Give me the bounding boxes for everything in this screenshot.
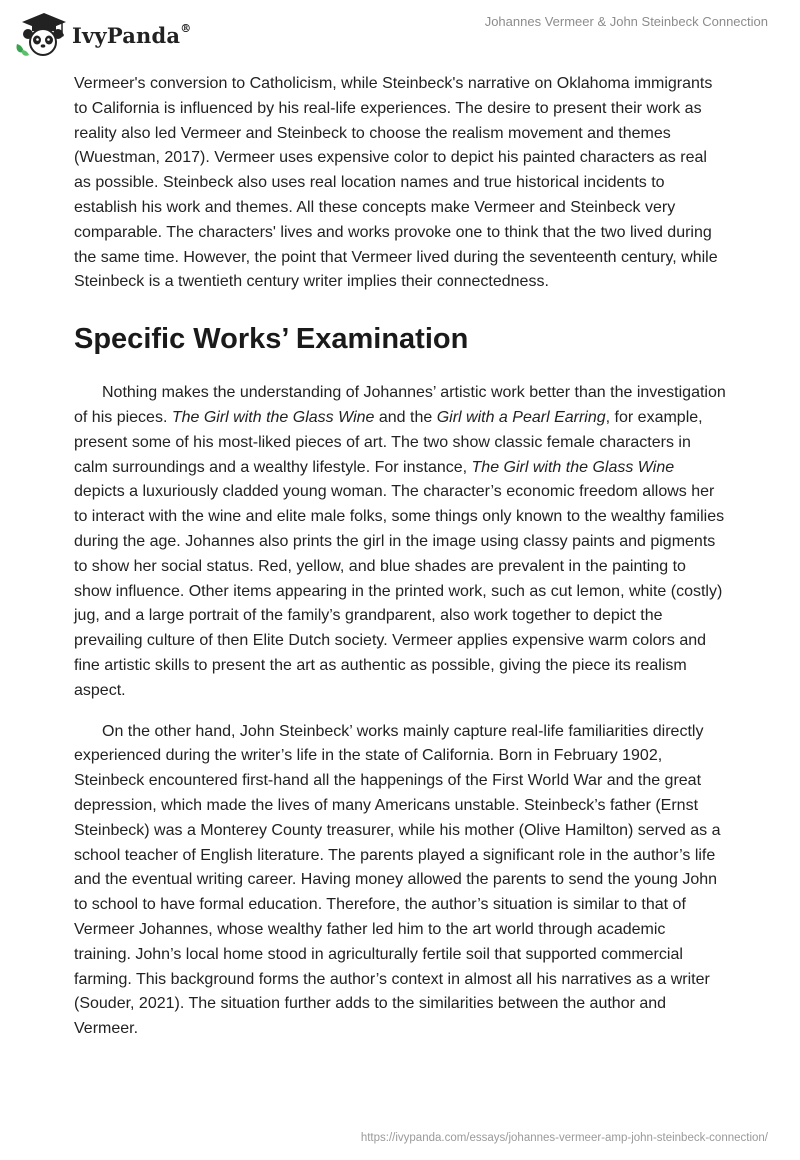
document-title: Johannes Vermeer & John Steinbeck Connection <box>484 14 768 29</box>
paragraph-specific-works: Nothing makes the understanding of Johannes’ artistic work better than the investigation of his pieces. The Girl with the Glass Wine and the Girl with a Pearl Earring, for example, present some of his most-liked pieces of art. The two show classic female characters in calm surroundings and a wealthy lifestyle. For instance, The Girl with the Glass Wine depicts a luxuriously cladded young woman. The character’s economic freedom allows her to interact with the wine and elite male folks, some things only known to the wealthy families during the age. Johannes also prints the girl in the image using classy paints and pigments to show her social status. Red, yellow, and blue shades are prevalent in the painting to show influence. Other items appearing in the printed work, such as cut lemon, white (costly) jug, and a large portrait of the family’s grandparent, also work together to depict the prevailing culture of then Elite Dutch society. Vermeer applies expensive warm colors and fine artistic skills to present the art as authentic as possible, giving the piece its realism aspect. <box>74 384 726 699</box>
title-girl-glass-wine: The Girl with the Glass Wine <box>171 408 375 426</box>
ivypanda-logo-link[interactable] <box>14 10 191 58</box>
article-body <box>74 72 726 1042</box>
section-heading: Specific Works’ Examination <box>74 323 469 356</box>
brand-name: IvyPanda® <box>72 21 192 48</box>
page-header <box>0 0 800 70</box>
title-girl-glass-wine-2: The Girl with the Glass Wine <box>471 458 675 476</box>
paragraph-steinbeck: On the other hand, John Steinbeck’ works mainly capture real-life familiarities directly experienced during the writer’s life in the state of California. Born in February 1902, Steinbeck encountered first-hand all the happenings of the First World War and the great depression, which made the lives of many Americans unstable. Steinbeck’s father (Ernst Steinbeck) was a Monterey County treasurer, while his mother (Olive Hamilton) served as a school teacher of English literature. The parents played a significant role in the author’s life and the eventual writing career. Having money allowed the parents to send the young John to school to have formal education. Therefore, the author’s situation is similar to that of Vermeer Johannes, whose wealthy father led him to the art world through academic training. John’s local home stood in agriculturally fertile soil that supported commercial farming. This background forms the author’s context in almost all his narratives as a writer (Souder, 2021). The situation further adds to the similarities between the author and Vermeer. <box>74 722 721 1038</box>
title-girl-pearl-earring: Girl with a Pearl Earring <box>436 408 606 426</box>
paragraph-continuation: Vermeer's conversion to Catholicism, while Steinbeck's narrative on Oklahoma immigrants to California is influenced by his real-life experiences. The desire to present their work as reality also led Vermeer and Steinbeck to choose the realism movement and themes (Wuestman, 2017). Vermeer uses expensive color to depict his painted characters as real as possible. Steinbeck also uses real location names and true historical incidents to establish his work and themes. All these concepts make Vermeer and Steinbeck very comparable. The characters' lives and works provoke one to think that the two lived during the same time. However, the point that Vermeer lived during the seventeenth century, while Steinbeck is a twentieth century writer implies their connectedness. <box>74 75 718 291</box>
panda-graduate-icon <box>14 10 68 58</box>
source-url[interactable]: https://ivypanda.com/essays/johannes-vermeer-amp-john-steinbeck-connection/ <box>360 1132 768 1144</box>
registered-mark: ® <box>180 21 192 35</box>
